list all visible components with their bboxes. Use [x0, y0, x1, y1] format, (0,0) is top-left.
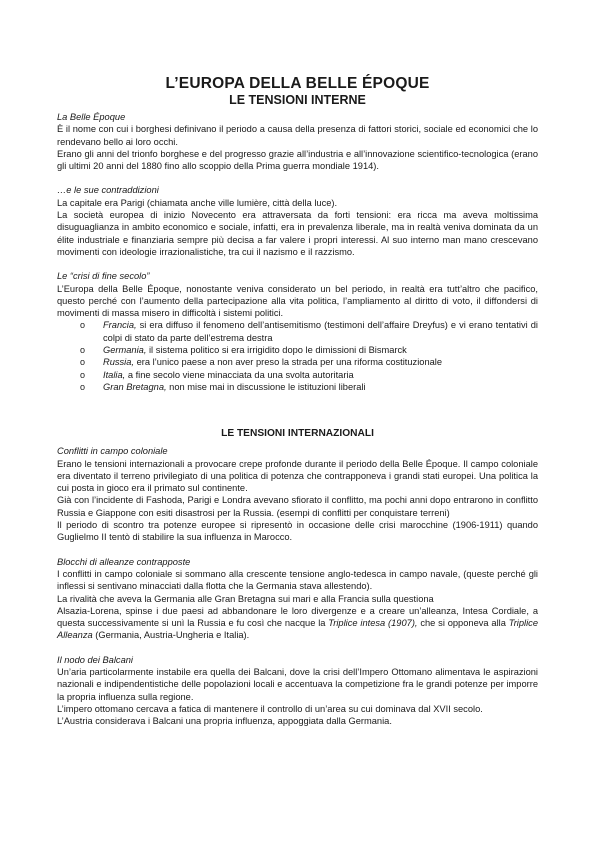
- list-item-text: si era diffuso il fenomeno dell’antisemitismo (testimoni dell’affaire Dreyfus) e vi erano tentativi di colpi di stato da parte dell’estrema destra: [103, 320, 538, 343]
- section-blocchi-alleanze: [57, 556, 538, 642]
- country-list: [57, 319, 538, 393]
- section-heading: …e le sue contraddizioni: [57, 185, 159, 196]
- section-heading: Blocchi di alleanze contrapposte: [57, 556, 191, 567]
- section-contraddizioni: [57, 184, 538, 258]
- bullet-icon: o: [80, 320, 86, 331]
- section-heading: Il nodo dei Balcani: [57, 654, 133, 665]
- bullet-icon: o: [80, 357, 86, 368]
- paragraph: La rivalità che aveva la Germania alle Gran Bretagna sui mari e alla Francia sulla questiona: [57, 593, 434, 604]
- list-item-text: il sistema politico si era irrigidito dopo le dimissioni di Bismarck: [146, 345, 407, 356]
- paragraph: L’impero ottomano cercava a fatica di mantenere il controllo di un’area su cui dominava dal XVII secolo.: [57, 703, 483, 714]
- list-item-text: era l’unico paese a non aver preso la strada per una riforma costituzionale: [134, 357, 443, 368]
- country-name: Germania,: [103, 345, 147, 356]
- section-nodo-balcani: [57, 654, 538, 728]
- paragraph: Già con l’incidente di Fashoda, Parigi e Londra avevano sfiorato il conflitto, ma pochi anni dopo entrarono in conflitto Russia e Giappone con esiti disastrosi per la Russia. (esempi di conflitti per conquistare terreni): [57, 495, 538, 518]
- section-heading: Le “crisi di fine secolo”: [57, 271, 150, 282]
- list-item: [80, 344, 538, 356]
- paragraph: L’Europa della Belle Époque, nonostante veniva considerato un bel periodo, in realtà era tutt’altro che pacifico, questo perché con l’aumento della partecipazione alla vita politica, l’ampliamento al diritto di voto, il diffondersi di movimenti di massa misero in difficoltà i sistemi politici.: [57, 283, 538, 319]
- list-item: [80, 356, 538, 368]
- list-item: [80, 381, 538, 393]
- text-run: che si opponeva alla: [417, 618, 509, 629]
- paragraph: Erano gli anni del trionfo borghese e del progresso grazie all’industria e all’innovazione scientifico-tecnologica (erano gli ultimi 20 anni del 1880 fino allo scoppio della Prima guerra mondiale 1914).: [57, 148, 538, 172]
- list-item: [80, 369, 538, 381]
- page-title: L’EUROPA DELLA BELLE ÉPOQUE: [165, 75, 430, 92]
- section-crisi-fine-secolo: [57, 270, 538, 393]
- paragraph: L’Austria considerava i Balcani una propria influenza, appoggiata dalla Germania.: [57, 716, 392, 727]
- text-run: (Germania, Austria-Ungheria e Italia).: [92, 630, 250, 641]
- bullet-icon: o: [80, 369, 86, 380]
- paragraph: I conflitti in campo coloniale si sommano alla crescente tensione anglo-tedesca in campo navale, (queste perché gli inflessi si sentivano minacciati dalla flotta che la Germania stava allestendo).: [57, 568, 538, 592]
- section-belle-epoque: [57, 111, 538, 172]
- bullet-icon: o: [80, 381, 86, 392]
- list-item: [80, 319, 538, 344]
- list-item-text: non mise mai in discussione le istituzioni liberali: [166, 381, 366, 392]
- country-name: Francia,: [103, 320, 137, 331]
- page-subtitle: LE TENSIONI INTERNE: [229, 93, 366, 107]
- list-item-text: a fine secolo viene minacciata da una svolta autoritaria: [125, 369, 354, 380]
- country-name: Italia,: [103, 369, 126, 380]
- italic-term: Triplice intesa (1907),: [328, 618, 418, 629]
- section-heading: La Belle Époque: [57, 112, 126, 122]
- section-conflitti-coloniali: [57, 445, 538, 543]
- bullet-icon: o: [80, 345, 86, 356]
- paragraph: La società europea di inizio Novecento era attraversata da forti tensioni: era ricca ma aveva moltissima disuguaglianza in ambito economico e sociale, infatti, era in prevalenza liberale, ma in realtà veniva dominata da un élite industriale e finanziaria sempre più decisa a far valere i propri interessi. Al suo interno man mano crescevano movimenti con ideologie irrazionalistiche, tra cui il nazismo e il razzismo.: [57, 210, 538, 257]
- italic-term: Triplice Alleanza: [57, 618, 538, 641]
- country-name: Gran Bretagna,: [103, 381, 167, 392]
- country-name: Russia,: [103, 357, 135, 368]
- section-title: LE TENSIONI INTERNAZIONALI: [221, 428, 374, 440]
- paragraph: [57, 605, 538, 642]
- paragraph: Il periodo di scontro tra potenze europee si ripresentò in occasione delle crisi marocchine (1906-1911) quando Guglielmo II tentò di stabilire la sua influenza in Marocco.: [57, 520, 538, 543]
- paragraph: La capitale era Parigi (chiamata anche ville lumière, città della luce).: [57, 197, 338, 208]
- paragraph: Erano le tensioni internazionali a provocare crepe profonde durante il periodo della Belle Époque. Il campo coloniale era diventato il terreno privilegiato di una politica di potenza che contrapponeva i grandi stati europei. Una politica la cui posta in gioco era il primato sul continente.: [57, 458, 538, 494]
- paragraph: È il nome con cui i borghesi definivano il periodo a causa della presenza di fattori storici, sociale ed economici che lo rendevano bello ai loro occhi.: [57, 124, 538, 147]
- section-heading: Conflitti in campo coloniale: [57, 446, 168, 457]
- paragraph: Un’aria particolarmente instabile era quella dei Balcani, dove la crisi dell’Impero Ottomano alimentava le aspirazioni nazionali e indipendentistiche delle popolazioni locali e accentuava la competizione fra le grandi potenze per imporre la propria influenza sulla regione.: [57, 666, 538, 702]
- text-run: Alsazia-Lorena, spinse i due paesi ad abbandonare le loro divergenze e a creare un’alleanza, Intesa Cordiale, a questa successivamente si unì la Russia e fu così che nacque la: [57, 605, 538, 629]
